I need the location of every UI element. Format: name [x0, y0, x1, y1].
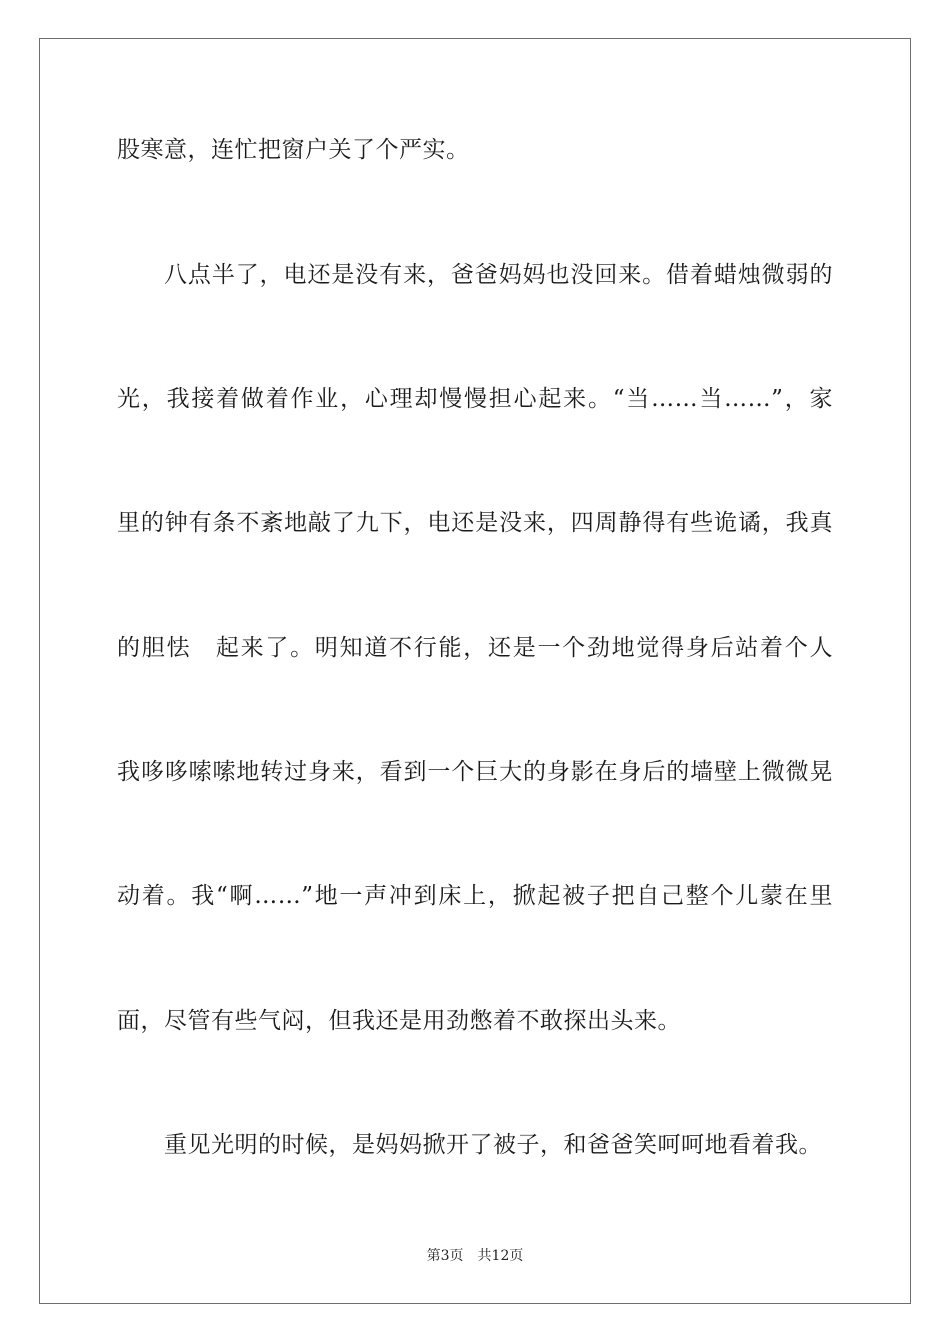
text-line-1: 股寒意，连忙把窗户关了个严实。 [117, 137, 470, 163]
text-line-3: 光，我接着做着作业，心理却慢慢担心起来。“当……当……”，家 [117, 386, 833, 412]
text-line-9: 重见光明的时候，是妈妈掀开了被子，和爸爸笑呵呵地看着我。 [164, 1132, 822, 1158]
text-line-4: 里的钟有条不紊地敲了九下，电还是没来，四周静得有些诡谲，我真 [117, 510, 833, 536]
text-line-8: 面，尽管有些气闷，但我还是用劲憋着不敢探出头来。 [117, 1008, 681, 1034]
text-line-6: 我哆哆嗦嗦地转过身来，看到一个巨大的身影在身后的墙壁上微微晃 [117, 759, 833, 785]
text-line-5: 的胆怯 起来了。明知道不行能，还是一个劲地觉得身后站着个人 [117, 635, 833, 661]
text-line-2: 八点半了，电还是没有来，爸爸妈妈也没回来。借着蜡烛微弱的 [164, 262, 833, 288]
page-number: 第3页 [426, 1248, 464, 1264]
text-line-7: 动着。我“啊……”地一声冲到床上，掀起被子把自己整个儿蒙在里 [117, 883, 833, 909]
page-footer [0, 1246, 950, 1266]
page-total: 共12页 [477, 1248, 524, 1264]
page-border [39, 38, 911, 1304]
